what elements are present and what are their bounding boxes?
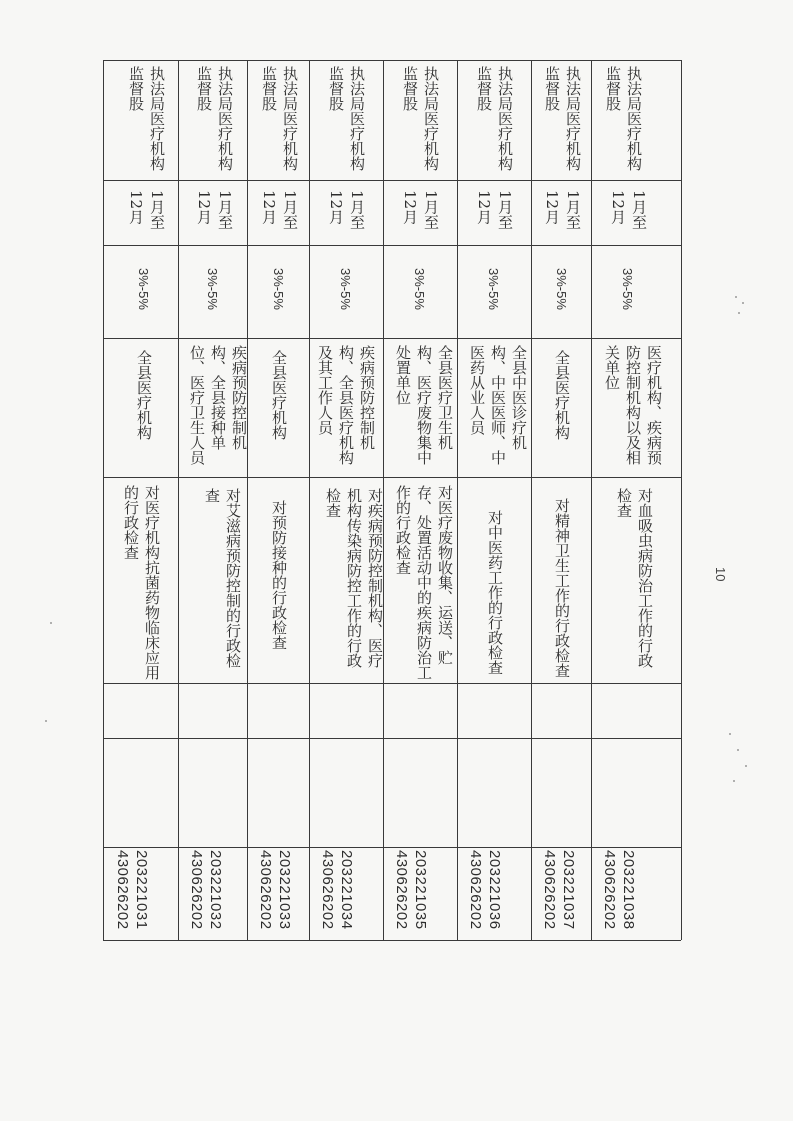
row-code-a: 430626202 bbox=[467, 850, 484, 930]
column-divider bbox=[103, 338, 681, 339]
row-ratio: 3%-5% bbox=[412, 268, 427, 310]
row-divider bbox=[531, 60, 532, 940]
row-dept: 执法局医疗机构监督股 bbox=[327, 66, 366, 171]
row-period: 1月至12月 bbox=[475, 190, 514, 230]
row-target: 全县医疗卫生机构、医疗废物集中处置单位 bbox=[394, 345, 454, 465]
row-item: 对疾病预防控制机构、医疗机构传染病防控工作的行政检查 bbox=[324, 488, 384, 668]
row-code-a: 430626202 bbox=[393, 850, 410, 930]
row-dept: 执法局医疗机构监督股 bbox=[401, 66, 440, 171]
row-ratio: 3%-5% bbox=[338, 268, 353, 310]
row-divider bbox=[309, 60, 310, 940]
row-period: 1月至12月 bbox=[127, 190, 166, 230]
row-divider bbox=[457, 60, 458, 940]
row-period: 1月至12月 bbox=[327, 190, 366, 230]
row-item: 对预防接种的行政检查 bbox=[270, 500, 288, 650]
scan-speck bbox=[729, 733, 731, 735]
row-code-a: 430626202 bbox=[601, 850, 618, 930]
column-divider bbox=[103, 245, 681, 246]
scan-speck bbox=[50, 622, 52, 624]
row-period: 1月至12月 bbox=[609, 190, 648, 230]
column-divider bbox=[103, 847, 681, 848]
scan-speck bbox=[745, 765, 747, 767]
row-ratio: 3%-5% bbox=[205, 268, 220, 310]
row-item: 对艾滋病预防控制的行政检查 bbox=[203, 488, 242, 668]
row-code-b: 203221036 bbox=[486, 850, 503, 930]
scan-speck bbox=[735, 296, 737, 298]
row-dept: 执法局医疗机构监督股 bbox=[195, 66, 234, 171]
row-dept: 执法局医疗机构监督股 bbox=[543, 66, 582, 171]
row-code-a: 430626202 bbox=[188, 850, 205, 930]
column-divider bbox=[103, 180, 681, 181]
row-target: 医疗机构、疾病预防控制机构以及相关单位 bbox=[603, 345, 663, 465]
row-code-a: 430626202 bbox=[541, 850, 558, 930]
row-divider bbox=[247, 60, 248, 940]
row-period: 1月至12月 bbox=[401, 190, 440, 230]
row-target: 全县中医诊疗机构、中医医师、中医药从业人员 bbox=[468, 345, 528, 465]
row-dept: 执法局医疗机构监督股 bbox=[127, 66, 166, 171]
row-ratio: 3%-5% bbox=[554, 268, 569, 310]
row-code-b: 203221038 bbox=[620, 850, 637, 930]
scan-speck bbox=[737, 749, 739, 751]
row-code-b: 203221034 bbox=[338, 850, 355, 930]
row-period: 1月至12月 bbox=[195, 190, 234, 230]
row-item: 对中医药工作的行政检查 bbox=[486, 510, 504, 675]
scan-speck bbox=[738, 312, 740, 314]
row-dept: 执法局医疗机构监督股 bbox=[475, 66, 514, 171]
row-divider bbox=[178, 60, 179, 940]
scan-speck bbox=[45, 720, 47, 722]
row-dept: 执法局医疗机构监督股 bbox=[604, 66, 643, 171]
page-number: 10 bbox=[713, 567, 728, 582]
row-ratio: 3%-5% bbox=[271, 268, 286, 310]
column-divider bbox=[103, 477, 681, 478]
row-code-a: 430626202 bbox=[257, 850, 274, 930]
row-item: 对血吸虫病防治工作的行政检查 bbox=[615, 488, 654, 668]
row-dept: 执法局医疗机构监督股 bbox=[260, 66, 299, 171]
row-target: 疾病预防控制机构、全县医疗机构及其工作人员 bbox=[316, 345, 376, 465]
table-border-left bbox=[103, 60, 104, 940]
row-item: 对精神卫生工作的行政检查 bbox=[553, 498, 571, 678]
row-period: 1月至12月 bbox=[543, 190, 582, 230]
scan-speck bbox=[733, 780, 735, 782]
row-target: 全县医疗机构 bbox=[135, 350, 153, 440]
row-target: 全县医疗机构 bbox=[553, 350, 571, 440]
row-ratio: 3%-5% bbox=[486, 268, 501, 310]
row-target: 疾病预防控制机构、全县接种单位、医疗卫生人员 bbox=[188, 345, 248, 465]
row-ratio: 3%-5% bbox=[136, 268, 151, 310]
row-code-b: 203221032 bbox=[207, 850, 224, 930]
row-period: 1月至12月 bbox=[260, 190, 299, 230]
row-target: 全县医疗机构 bbox=[270, 350, 288, 440]
table-border-bottom bbox=[103, 940, 681, 941]
row-code-a: 430626202 bbox=[319, 850, 336, 930]
table-border-right bbox=[681, 60, 682, 940]
row-ratio: 3%-5% bbox=[620, 268, 635, 310]
row-code-b: 203221037 bbox=[560, 850, 577, 930]
row-code-a: 430626202 bbox=[114, 850, 131, 930]
row-code-b: 203221035 bbox=[412, 850, 429, 930]
row-divider bbox=[591, 60, 592, 940]
column-divider bbox=[103, 738, 681, 739]
table-border-top bbox=[103, 60, 681, 61]
row-code-b: 203221031 bbox=[133, 850, 150, 930]
scan-speck bbox=[742, 302, 744, 304]
row-code-b: 203221033 bbox=[276, 850, 293, 930]
row-item: 对医疗机构抗菌药物临床应用的行政检查 bbox=[122, 485, 161, 680]
column-divider bbox=[103, 683, 681, 684]
row-item: 对医疗废物收集、运送、贮存、处置活动中的疾病防治工作的行政检查 bbox=[394, 485, 454, 680]
